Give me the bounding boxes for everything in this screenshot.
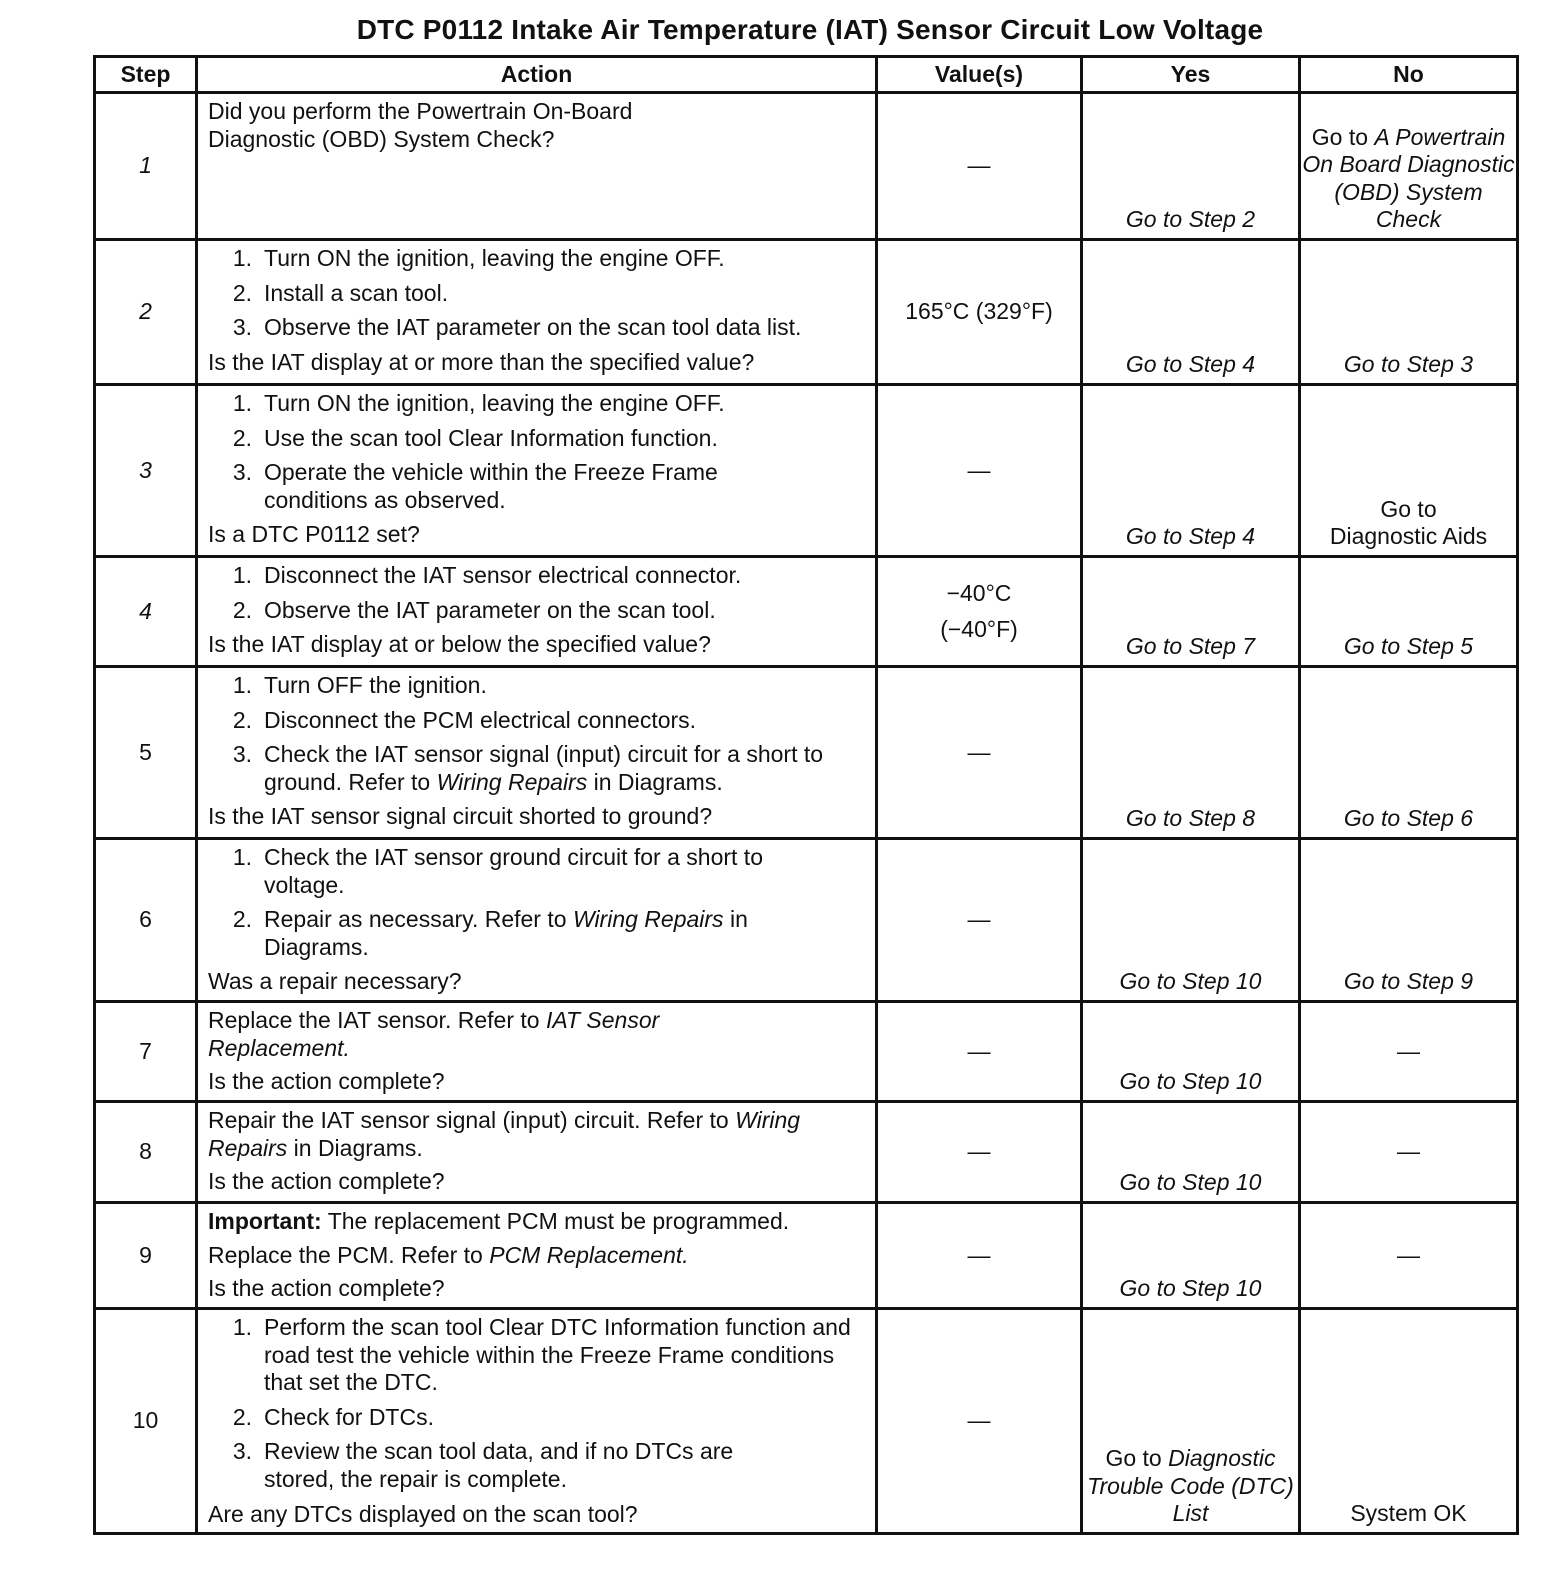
value-cell: — bbox=[877, 1102, 1082, 1203]
action-question: Was a repair necessary? bbox=[208, 968, 462, 995]
action-cell bbox=[197, 557, 877, 667]
item-text: Observe the IAT parameter on the scan tool. bbox=[264, 596, 716, 623]
action-cell bbox=[197, 385, 877, 557]
important-label: Important: bbox=[208, 1208, 322, 1234]
action-text-part: Replace the IAT sensor. Refer to bbox=[208, 1007, 546, 1033]
item-text: Check the IAT sensor ground circuit for a short to voltage. bbox=[264, 844, 763, 898]
reference-text: Wiring Repairs bbox=[572, 906, 724, 933]
action-item bbox=[208, 844, 865, 899]
value-cell: — bbox=[877, 667, 1082, 839]
action-text bbox=[208, 1007, 728, 1062]
action-cell bbox=[197, 1102, 877, 1203]
item-text-part: in Diagrams. bbox=[587, 768, 723, 795]
item-number: 1. bbox=[232, 844, 252, 870]
step-number: 2 bbox=[139, 298, 152, 325]
action-text bbox=[208, 1107, 865, 1162]
yes-cell bbox=[1082, 1309, 1300, 1534]
no-cell bbox=[1300, 385, 1518, 557]
yes-cell bbox=[1082, 1203, 1300, 1309]
action-text-part: Repair the IAT sensor signal (input) circuit. Refer to bbox=[208, 1107, 736, 1133]
yes-text: Go to Step 2 bbox=[1125, 206, 1256, 233]
action-cell bbox=[197, 1309, 877, 1534]
action-question: Is the action complete? bbox=[208, 1275, 445, 1302]
no-cell bbox=[1300, 93, 1518, 240]
action-item bbox=[208, 707, 865, 735]
step-number-cell bbox=[95, 385, 197, 557]
item-number: 3. bbox=[232, 314, 252, 341]
yes-text: Go to Step 10 bbox=[1119, 1169, 1262, 1196]
yes-prefix: Go to bbox=[1105, 1445, 1169, 1472]
step-number-cell bbox=[95, 557, 197, 667]
no-cell: — bbox=[1300, 1203, 1518, 1309]
table-row bbox=[95, 385, 1518, 557]
item-text: Perform the scan tool Clear DTC Information function and road test the vehicle within the Freeze Frame conditions that set the DTC. bbox=[264, 1314, 851, 1396]
action-question: Are any DTCs displayed on the scan tool? bbox=[208, 1500, 638, 1527]
no-text: Go to Step 5 bbox=[1343, 633, 1474, 660]
item-number: 1. bbox=[232, 390, 252, 416]
item-number: 1. bbox=[232, 1314, 252, 1340]
action-item bbox=[208, 1404, 865, 1432]
item-text: Disconnect the PCM electrical connectors. bbox=[264, 706, 697, 733]
yes-cell bbox=[1082, 839, 1300, 1002]
table-row bbox=[95, 667, 1518, 839]
no-cell bbox=[1300, 839, 1518, 1002]
value-cell: — bbox=[877, 1203, 1082, 1309]
action-cell bbox=[197, 839, 877, 1002]
item-number: 2. bbox=[232, 279, 252, 306]
action-item bbox=[208, 459, 865, 514]
yes-text: Go to Step 10 bbox=[1119, 968, 1262, 995]
value-cell bbox=[877, 557, 1082, 667]
yes-cell bbox=[1082, 1102, 1300, 1203]
step-number: 4 bbox=[139, 597, 152, 624]
action-text: Did you perform the Powertrain On-Board Diagnostic (OBD) System Check? bbox=[208, 98, 633, 152]
step-number: 10 bbox=[132, 1407, 159, 1434]
table-row bbox=[95, 1002, 1518, 1102]
action-item bbox=[208, 1314, 865, 1397]
item-text bbox=[264, 906, 804, 961]
action-question: Is the IAT sensor signal circuit shorted to ground? bbox=[208, 803, 713, 830]
step-number-cell bbox=[95, 240, 197, 385]
action-item bbox=[208, 280, 865, 308]
yes-text: Go to Step 4 bbox=[1125, 523, 1256, 550]
table-row bbox=[95, 839, 1518, 1002]
item-number: 1. bbox=[232, 245, 252, 271]
value-line: −40°C bbox=[946, 579, 1012, 606]
action-question: Is the action complete? bbox=[208, 1168, 445, 1195]
step-number-cell bbox=[95, 1102, 197, 1203]
table-row bbox=[95, 93, 1518, 240]
yes-text: Go to Step 10 bbox=[1119, 1275, 1262, 1302]
table-row bbox=[95, 557, 1518, 667]
step-number-cell bbox=[95, 839, 197, 1002]
no-prefix: Go to bbox=[1311, 123, 1375, 150]
item-number: 1. bbox=[232, 672, 252, 698]
no-cell: System OK bbox=[1300, 1309, 1518, 1534]
yes-text: Go to Step 7 bbox=[1125, 633, 1256, 660]
no-cell bbox=[1300, 240, 1518, 385]
reference-text: IAT Sensor Replacement. bbox=[208, 1007, 660, 1061]
item-number: 1. bbox=[232, 562, 252, 588]
yes-cell bbox=[1082, 1002, 1300, 1102]
step-number: 8 bbox=[139, 1138, 152, 1165]
value-cell: 165°C (329°F) bbox=[877, 240, 1082, 385]
header-values: Value(s) bbox=[877, 57, 1082, 93]
yes-cell bbox=[1082, 667, 1300, 839]
item-number: 2. bbox=[232, 706, 252, 733]
item-number: 2. bbox=[232, 1403, 252, 1430]
action-item bbox=[208, 1438, 865, 1493]
action-item bbox=[208, 741, 865, 796]
table-row bbox=[95, 240, 1518, 385]
action-text bbox=[208, 1242, 865, 1270]
action-item bbox=[208, 245, 865, 273]
action-text-part: Replace the PCM. Refer to bbox=[208, 1241, 490, 1268]
header-no: No bbox=[1300, 57, 1518, 93]
important-note bbox=[208, 1208, 865, 1236]
step-number: 1 bbox=[139, 152, 152, 179]
page-title: DTC P0112 Intake Air Temperature (IAT) Sensor Circuit Low Voltage bbox=[356, 14, 1264, 45]
item-text: Disconnect the IAT sensor electrical connector. bbox=[264, 562, 742, 588]
action-item bbox=[208, 672, 865, 700]
value-cell: — bbox=[877, 385, 1082, 557]
action-cell bbox=[197, 240, 877, 385]
value-cell: — bbox=[877, 839, 1082, 1002]
no-text-line: Go to bbox=[1380, 495, 1437, 522]
action-cell bbox=[197, 93, 877, 240]
action-cell bbox=[197, 1002, 877, 1102]
action-question: Is the action complete? bbox=[208, 1068, 445, 1095]
reference-text: PCM Replacement. bbox=[489, 1241, 689, 1268]
yes-text: Go to Step 10 bbox=[1119, 1068, 1262, 1095]
step-number-cell bbox=[95, 93, 197, 240]
action-text-part: in Diagrams. bbox=[287, 1134, 423, 1161]
item-text: Check for DTCs. bbox=[264, 1403, 434, 1430]
item-text-part: in Diagrams. bbox=[264, 906, 748, 960]
item-number: 2. bbox=[232, 596, 252, 623]
item-text: Review the scan tool data, and if no DTCs are stored, the repair is complete. bbox=[264, 1438, 734, 1492]
no-text: Go to Step 9 bbox=[1343, 968, 1474, 995]
step-number: 3 bbox=[139, 456, 152, 483]
step-number-cell bbox=[95, 1203, 197, 1309]
action-item bbox=[208, 314, 865, 342]
value-line: (−40°F) bbox=[940, 615, 1018, 642]
header-action: Action bbox=[197, 57, 877, 93]
item-text: Install a scan tool. bbox=[264, 279, 449, 306]
item-number: 3. bbox=[232, 1438, 252, 1465]
item-text: Turn ON the ignition, leaving the engine OFF. bbox=[264, 245, 725, 271]
yes-cell bbox=[1082, 557, 1300, 667]
table-row bbox=[95, 1309, 1518, 1534]
yes-cell bbox=[1082, 240, 1300, 385]
step-number-cell bbox=[95, 667, 197, 839]
no-link-text: A Powertrain On Board Diagnostic (OBD) System Check bbox=[1302, 123, 1515, 233]
action-item bbox=[208, 906, 865, 961]
item-number: 3. bbox=[232, 459, 252, 486]
step-number: 6 bbox=[139, 906, 152, 933]
action-item bbox=[208, 390, 865, 418]
yes-cell bbox=[1082, 93, 1300, 240]
table-row bbox=[95, 1203, 1518, 1309]
yes-text: Go to Step 4 bbox=[1125, 351, 1256, 378]
step-number: 9 bbox=[139, 1241, 152, 1268]
action-question: Is the IAT display at or more than the specified value? bbox=[208, 348, 755, 375]
header-yes: Yes bbox=[1082, 57, 1300, 93]
step-number: 5 bbox=[139, 738, 152, 765]
yes-link-text: Diagnostic Trouble Code (DTC) List bbox=[1087, 1445, 1294, 1527]
no-cell bbox=[1300, 667, 1518, 839]
action-question: Is a DTC P0112 set? bbox=[208, 521, 420, 548]
item-text: Use the scan tool Clear Information function. bbox=[264, 424, 718, 451]
item-number: 3. bbox=[232, 741, 252, 768]
value-cell: — bbox=[877, 1309, 1082, 1534]
reference-text: Wiring Repairs bbox=[208, 1107, 801, 1161]
header-step: Step bbox=[95, 57, 197, 93]
item-number: 2. bbox=[232, 424, 252, 451]
item-text: Operate the vehicle within the Freeze Frame conditions as observed. bbox=[264, 459, 718, 513]
no-text: Go to Step 6 bbox=[1343, 805, 1474, 832]
value-cell: — bbox=[877, 93, 1082, 240]
no-cell: — bbox=[1300, 1102, 1518, 1203]
important-text: The replacement PCM must be programmed. bbox=[321, 1208, 790, 1234]
no-cell bbox=[1300, 557, 1518, 667]
no-text-line: Diagnostic Aids bbox=[1329, 523, 1488, 550]
action-item bbox=[208, 562, 865, 590]
item-text bbox=[264, 741, 865, 796]
item-text: Turn OFF the ignition. bbox=[264, 672, 487, 698]
action-item bbox=[208, 597, 865, 625]
item-number: 2. bbox=[232, 906, 252, 933]
item-text: Observe the IAT parameter on the scan tool data list. bbox=[264, 314, 802, 341]
action-cell bbox=[197, 1203, 877, 1309]
action-cell bbox=[197, 667, 877, 839]
no-cell: — bbox=[1300, 1002, 1518, 1102]
step-number-cell bbox=[95, 1002, 197, 1102]
step-number: 7 bbox=[139, 1037, 152, 1064]
yes-text: Go to Step 8 bbox=[1125, 805, 1256, 832]
table-row bbox=[95, 1102, 1518, 1203]
step-number-cell bbox=[95, 1309, 197, 1534]
item-text-part: Check the IAT sensor signal (input) circuit for a short to ground. Refer to bbox=[264, 741, 824, 795]
item-text: Turn ON the ignition, leaving the engine OFF. bbox=[264, 390, 725, 416]
no-text: Go to Step 3 bbox=[1343, 351, 1474, 378]
diagnostic-table bbox=[93, 55, 1519, 1535]
action-item bbox=[208, 425, 865, 453]
reference-text: Wiring Repairs bbox=[436, 768, 588, 795]
action-question: Is the IAT display at or below the specified value? bbox=[208, 631, 711, 658]
yes-cell bbox=[1082, 385, 1300, 557]
header-row bbox=[95, 57, 1518, 93]
value-cell: — bbox=[877, 1002, 1082, 1102]
item-text-part: Repair as necessary. Refer to bbox=[264, 906, 573, 933]
